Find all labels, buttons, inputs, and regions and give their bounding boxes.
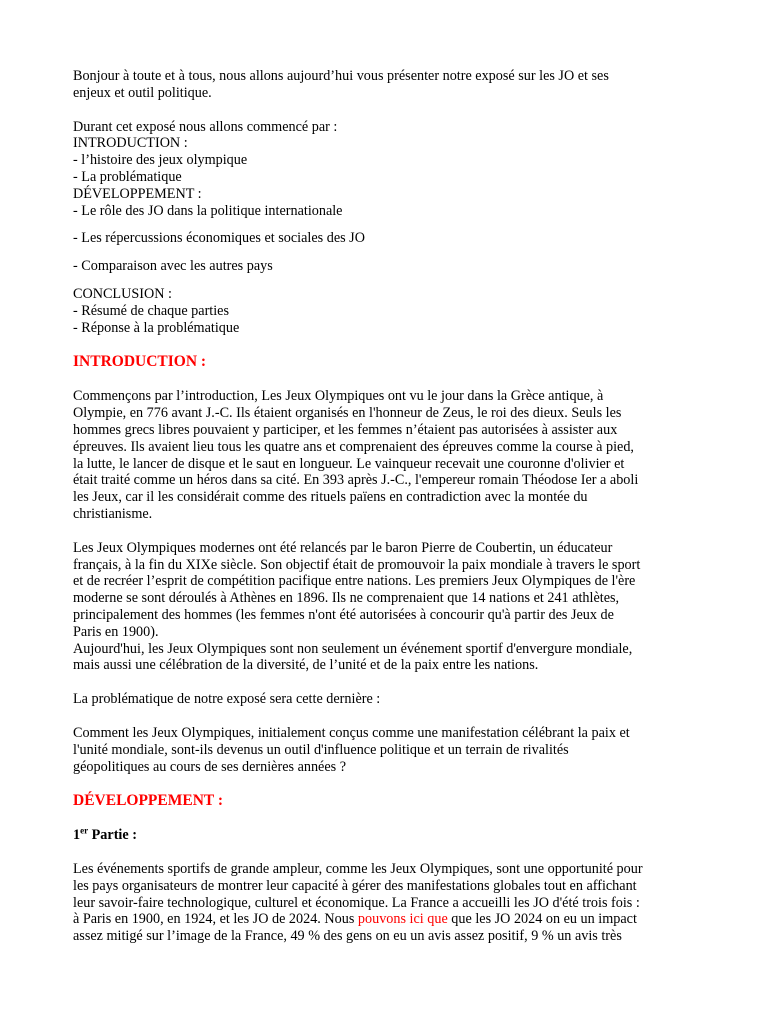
plan-item: - Réponse à la problématique [73,319,240,336]
problem-statement [73,725,703,775]
text-line: les Jeux, car il les considérait comme des rituels païens en contradiction avec la montée du [73,489,588,506]
text-line: Commençons par l’introduction, Les Jeux Olympiques ont vu le jour dans la Grèce antique, à [73,388,604,405]
text-line: Paris en 1900). [73,623,159,640]
text-line: hommes grecs libres pouvaient y participer, et les femmes n’étaient pas autorisées à assister aux [73,421,618,438]
plan-item: - Résumé de chaque parties [73,302,230,319]
text-line: les pays organisateurs de montrer leur capacité à gérer des manifestations globales tout en affichant [73,877,637,894]
introduction-heading: INTRODUCTION : [73,353,207,371]
part-number: 1 [73,827,81,844]
plan-item: - Les répercussions économiques et sociales des JO [73,230,365,247]
text-line: Aujourd'hui, les Jeux Olympiques sont non seulement un événement sportif d'envergure mondiale, [73,640,633,657]
text-line: Les événements sportifs de grande ampleur, comme les Jeux Olympiques, sont une opportunité pour [73,861,643,878]
plan-lead: Durant cet exposé nous allons commencé par : [73,118,338,135]
plan-intro-title: INTRODUCTION : [73,135,188,152]
text-segment: à Paris en 1900, en 1924, et les JO de 2024. Nous [73,911,358,928]
text-line: principalement des hommes (les femmes n'ont été autorisées à concourir qu'à partir des Jeux de [73,606,614,623]
highlighted-phrase: pouvons ici que [357,911,448,928]
text-line: géopolitiques au cours de ses dernières années ? [73,758,347,775]
text-line: l'unité mondiale, sont-ils devenus un outil d'influence politique et un terrain de rivalités [73,741,569,758]
text-line: français, à la fin du XIXe siècle. Son objectif était de promouvoir la paix mondiale à travers le sport [73,556,641,573]
text-line: christianisme. [73,505,153,522]
intro-line: Bonjour à toute et à tous, nous allons aujourd’hui vous présenter notre exposé sur les JO et ses [73,68,609,84]
text-line-mixed [73,911,703,928]
plan-item: - La problématique [73,168,182,185]
text-line: était traité comme un héros dans sa cité. En 393 après J.-C., l'empereur romain Théodose Ier a aboli [73,472,639,489]
text-segment: que les JO 2024 on eu un impact [447,911,637,928]
plan-item: - Le rôle des JO dans la politique internationale [73,202,343,219]
plan-item: - l’histoire des jeux olympique [73,152,248,169]
text-line: la lutte, le lancer de disque et le saut en longueur. Le vainqueur recevait une couronne d'olivier et [73,455,625,472]
text-line: Olympie, en 776 avant J.-C. Ils étaient organisés en l'honneur de Zeus, le roi des dieux. Seuls les [73,405,622,422]
text-line: mais aussi une célébration de la diversité, de l’unité et de la paix entre les nations. [73,657,539,674]
part-label: Partie : [88,827,137,844]
part-title [73,827,703,844]
part-superscript: er [80,825,89,836]
plan-concl-title: CONCLUSION : [73,285,172,302]
intro-line: enjeux et outil politique. [73,84,212,101]
text-line: Comment les Jeux Olympiques, initialement conçus comme une manifestation célébrant la paix et [73,724,630,741]
problem-lead: La problématique de notre exposé sera cette dernière : [73,691,381,708]
text-line: moderne se sont déroulés à Athènes en 1896. Ils ne comprenaient que 14 nations et 241 athlètes, [73,590,620,607]
text-line: leur savoir-faire technologique, culturel et économique. La France a accueilli les JO d'été trois fois : [73,894,640,911]
introduction-paragraph-2 [73,540,703,674]
introduction-paragraph-1 [73,388,703,522]
text-line: et de recréer l’esprit de compétition pacifique entre nations. Les premiers Jeux Olympiques de l'ère [73,573,636,590]
plan-dev-title: DÉVELOPPEMENT : [73,185,202,202]
plan-item: - Comparaison avec les autres pays [73,258,273,275]
text-line: assez mitigé sur l’image de la France, 49 % des gens on eu un avis assez positif, 9 % un avis très [73,928,622,945]
development-heading: DÉVELOPPEMENT : [73,792,223,810]
document-page [73,68,703,945]
text-line: épreuves. Ils avaient lieu tous les quatre ans et comprenaient des épreuves comme la course à pied, [73,438,634,455]
text-line: Les Jeux Olympiques modernes ont été relancés par le baron Pierre de Coubertin, un éducateur [73,539,613,556]
development-paragraph [73,861,703,945]
